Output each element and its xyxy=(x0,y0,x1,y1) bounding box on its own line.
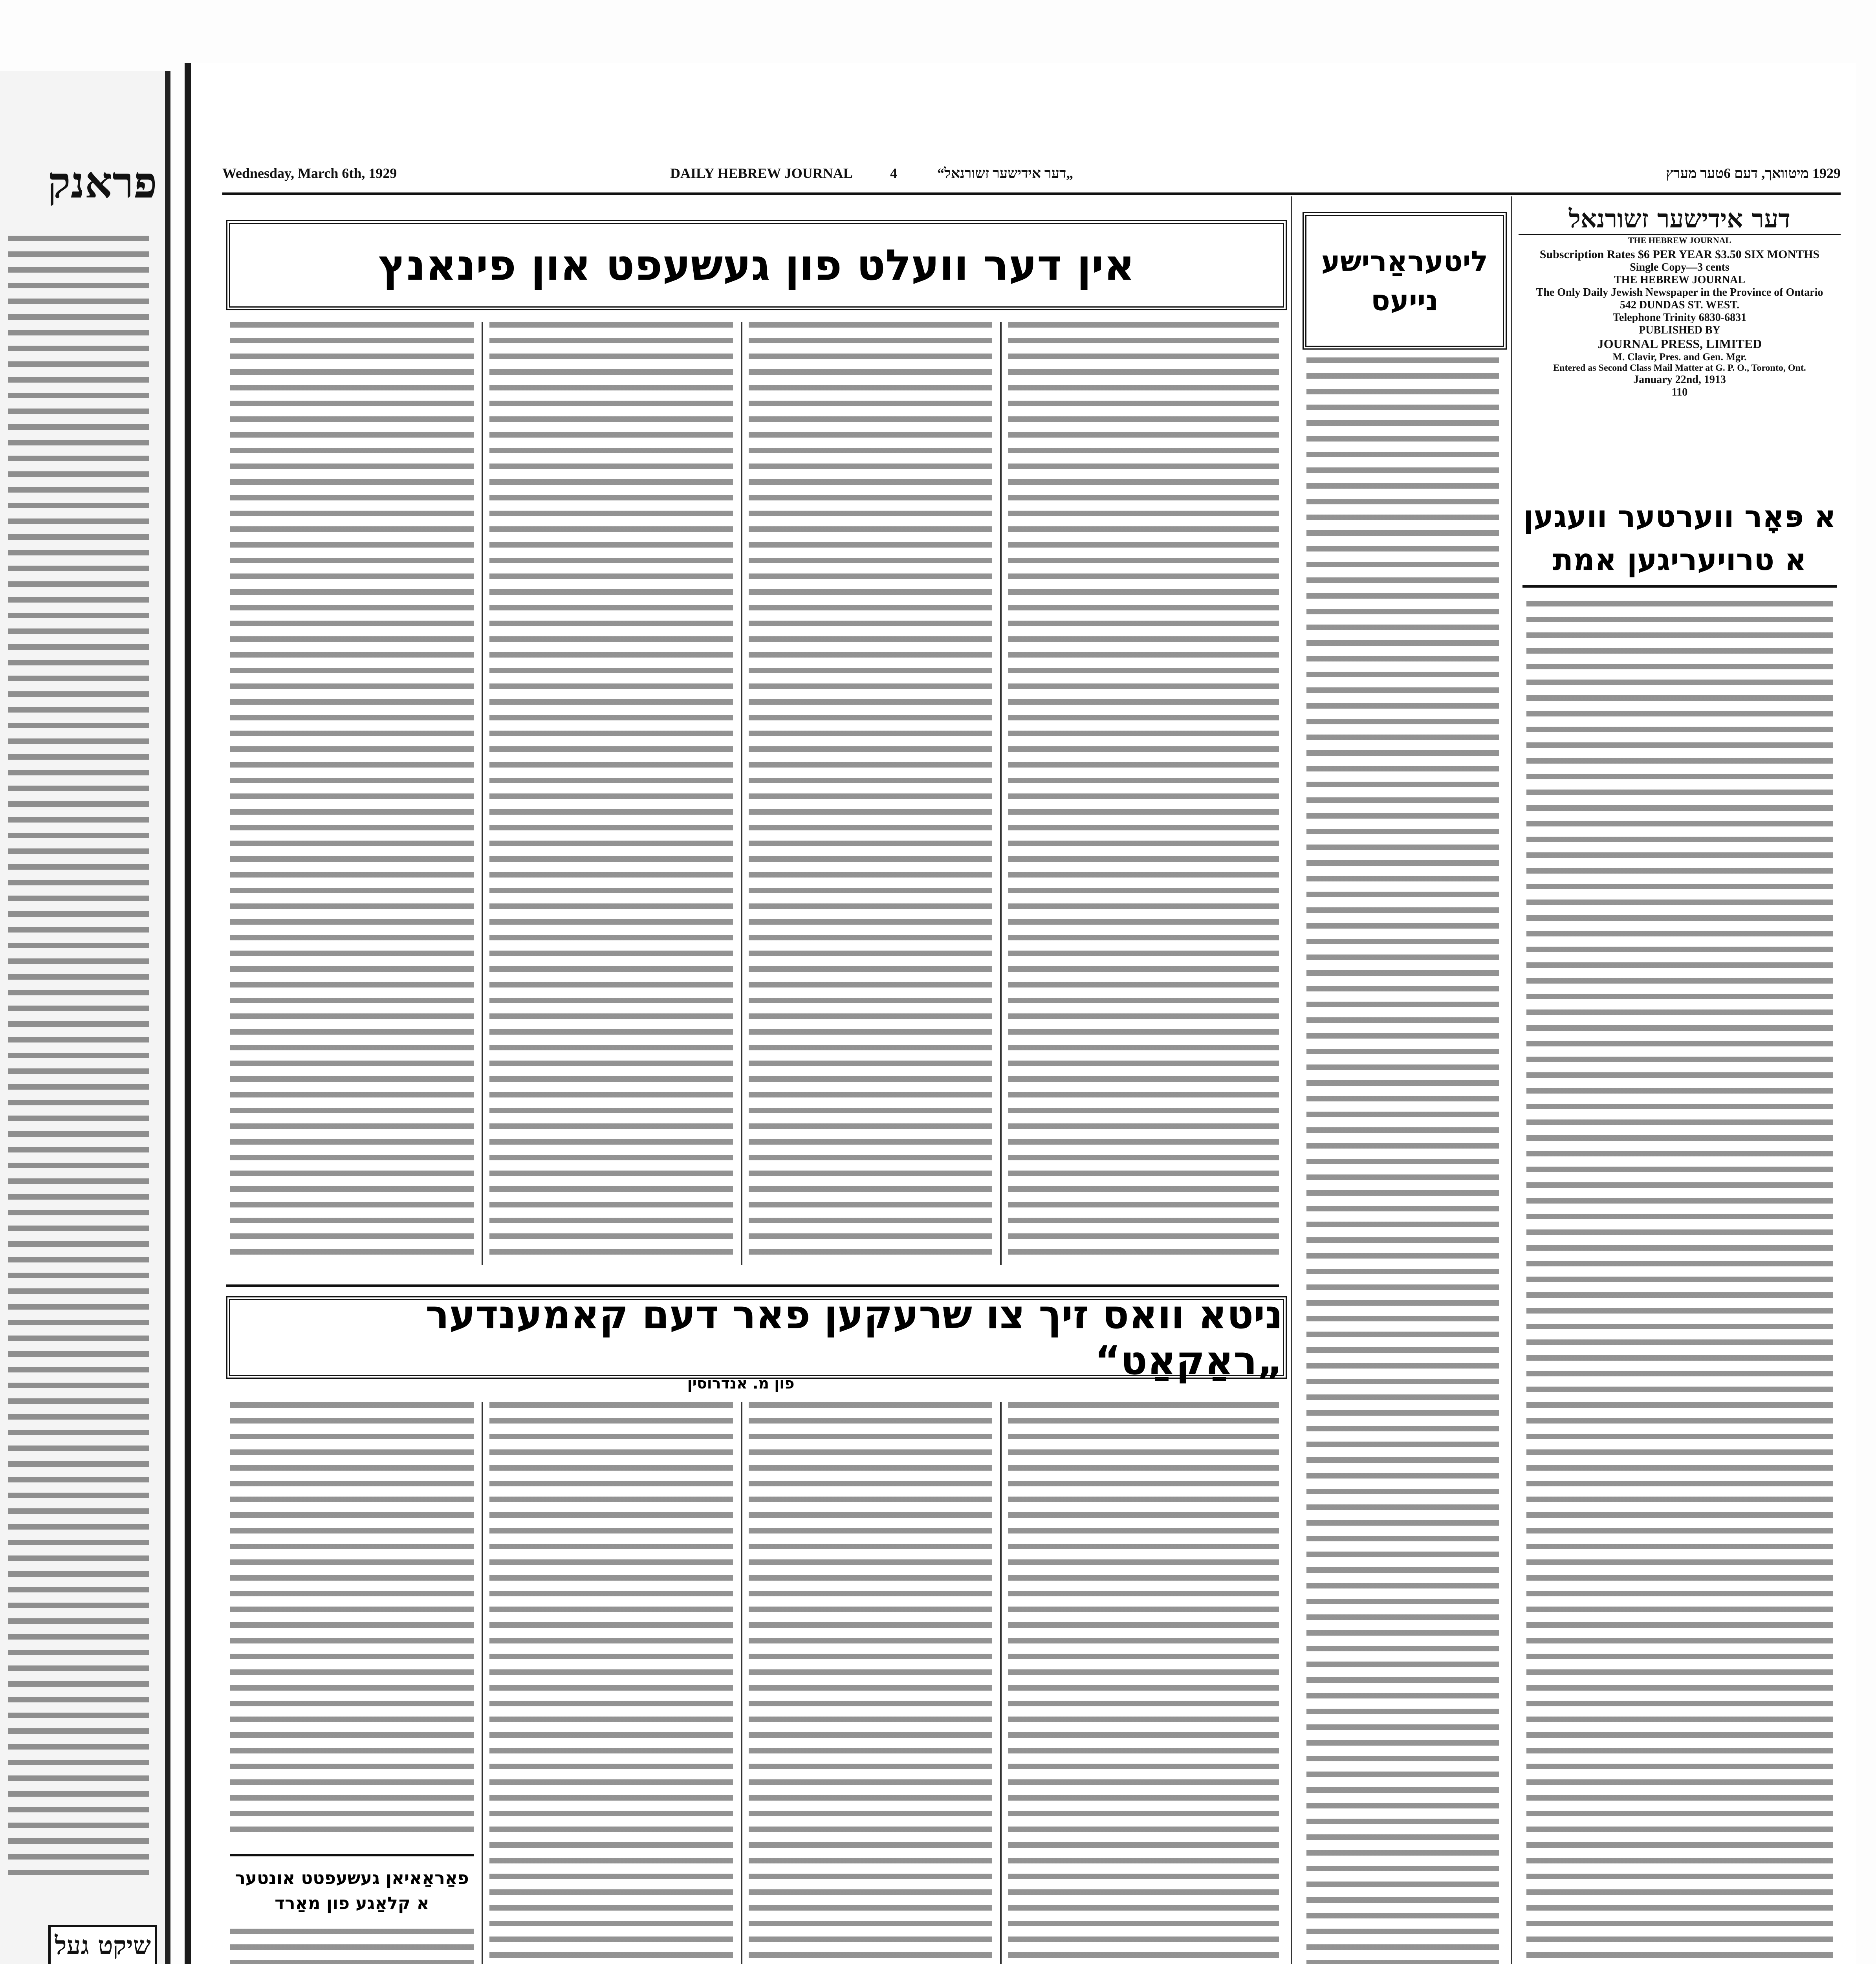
rakovsky-column-3 xyxy=(749,1402,992,1964)
literary-news-body xyxy=(1306,357,1499,1964)
running-head-date-yi: 1929 מיטוואך, דעם 6טער מערץ xyxy=(1666,165,1841,181)
masthead-officers: M. Clavir, Pres. and Gen. Mgr. xyxy=(1612,351,1747,363)
masthead-date: January 22nd, 1913 xyxy=(1633,374,1726,386)
rakovsky-byline: פון מ. אנדרוסין xyxy=(687,1375,795,1392)
subarticle-rule xyxy=(230,1854,474,1856)
column-rule xyxy=(741,322,742,1265)
literary-news-headline: ליטעראַרישע נייעס xyxy=(1303,212,1507,350)
adjacent-page-fragment xyxy=(0,71,170,1964)
masthead-single-copy: Single Copy—3 cents xyxy=(1630,261,1729,273)
finance-column-2 xyxy=(489,322,733,1265)
rakovsky-column-2 xyxy=(489,1402,733,1964)
rakovsky-column-1 xyxy=(230,1402,474,1842)
rakovsky-headline: ניטא וואס זיך צו שרעקען פאר דעם קאמענדער „ראַקאַט“ xyxy=(226,1296,1287,1379)
running-head-page-number: 4 xyxy=(890,165,897,181)
running-head-paper-yi: „דער אידישער זשורנאל“ xyxy=(937,165,1074,181)
editorial-headline: א פּאָר ווערטער וועגען א טרויעריגען אמת xyxy=(1523,499,1836,577)
adjacent-headline-fragment: פראנק xyxy=(47,157,157,208)
adjacent-text-column xyxy=(8,236,149,1885)
masthead-entered: Entered as Second Class Mail Matter at G. P. O., Toronto, Ont. xyxy=(1553,363,1806,373)
masthead-published-by: PUBLISHED BY xyxy=(1639,324,1720,336)
finance-column-1 xyxy=(230,322,474,1265)
masthead-telephone: Telephone Trinity 6830-6831 xyxy=(1612,311,1747,324)
column-rule xyxy=(741,1402,742,1964)
adjacent-ad-heading: שיקט געל xyxy=(48,1925,157,1964)
masthead-publisher: JOURNAL PRESS, LIMITED xyxy=(1597,337,1762,351)
masthead-hebrew-journal: THE HEBREW JOURNAL xyxy=(1614,274,1745,286)
newspaper-page xyxy=(185,63,1856,1964)
column-rule xyxy=(482,322,483,1265)
finance-column-3 xyxy=(749,322,992,1265)
masthead-issue: 110 xyxy=(1671,386,1688,398)
column-rule xyxy=(1291,196,1292,1964)
masthead-rates: Subscription Rates $6 PER YEAR $3.50 SIX MONTHS xyxy=(1539,248,1820,261)
finance-headline: אין דער וועלט פון געשעפט און פינאנץ xyxy=(226,220,1287,310)
subarticle-headline: פאַראַאיאן געשעפטט אונטער א קלאַגע פון מאַרד xyxy=(235,1868,469,1913)
column-rule xyxy=(482,1402,483,1964)
subarticle-body xyxy=(230,1929,474,1964)
finance-column-4 xyxy=(1008,322,1279,1265)
masthead-address: 542 DUNDAS ST. WEST. xyxy=(1620,299,1740,311)
rakovsky-column-4 xyxy=(1008,1402,1279,1964)
masthead-subtitle: THE HEBREW JOURNAL xyxy=(1628,235,1731,245)
column-rule xyxy=(1511,196,1512,1964)
running-head-paper-en: DAILY HEBREW JOURNAL xyxy=(670,165,853,181)
column-rule xyxy=(1000,1402,1002,1964)
section-rule xyxy=(226,1284,1279,1287)
running-head-date-en: Wednesday, March 6th, 1929 xyxy=(222,165,397,181)
editorial-rule xyxy=(1522,585,1837,588)
running-head xyxy=(222,165,1841,195)
masthead-only-daily: The Only Daily Jewish Newspaper in the Province of Ontario xyxy=(1536,286,1823,299)
column-rule xyxy=(1000,322,1002,1265)
masthead xyxy=(1519,204,1841,464)
editorial-body xyxy=(1526,601,1833,1964)
masthead-title: דער אידישער זשורנאל xyxy=(1519,204,1841,235)
